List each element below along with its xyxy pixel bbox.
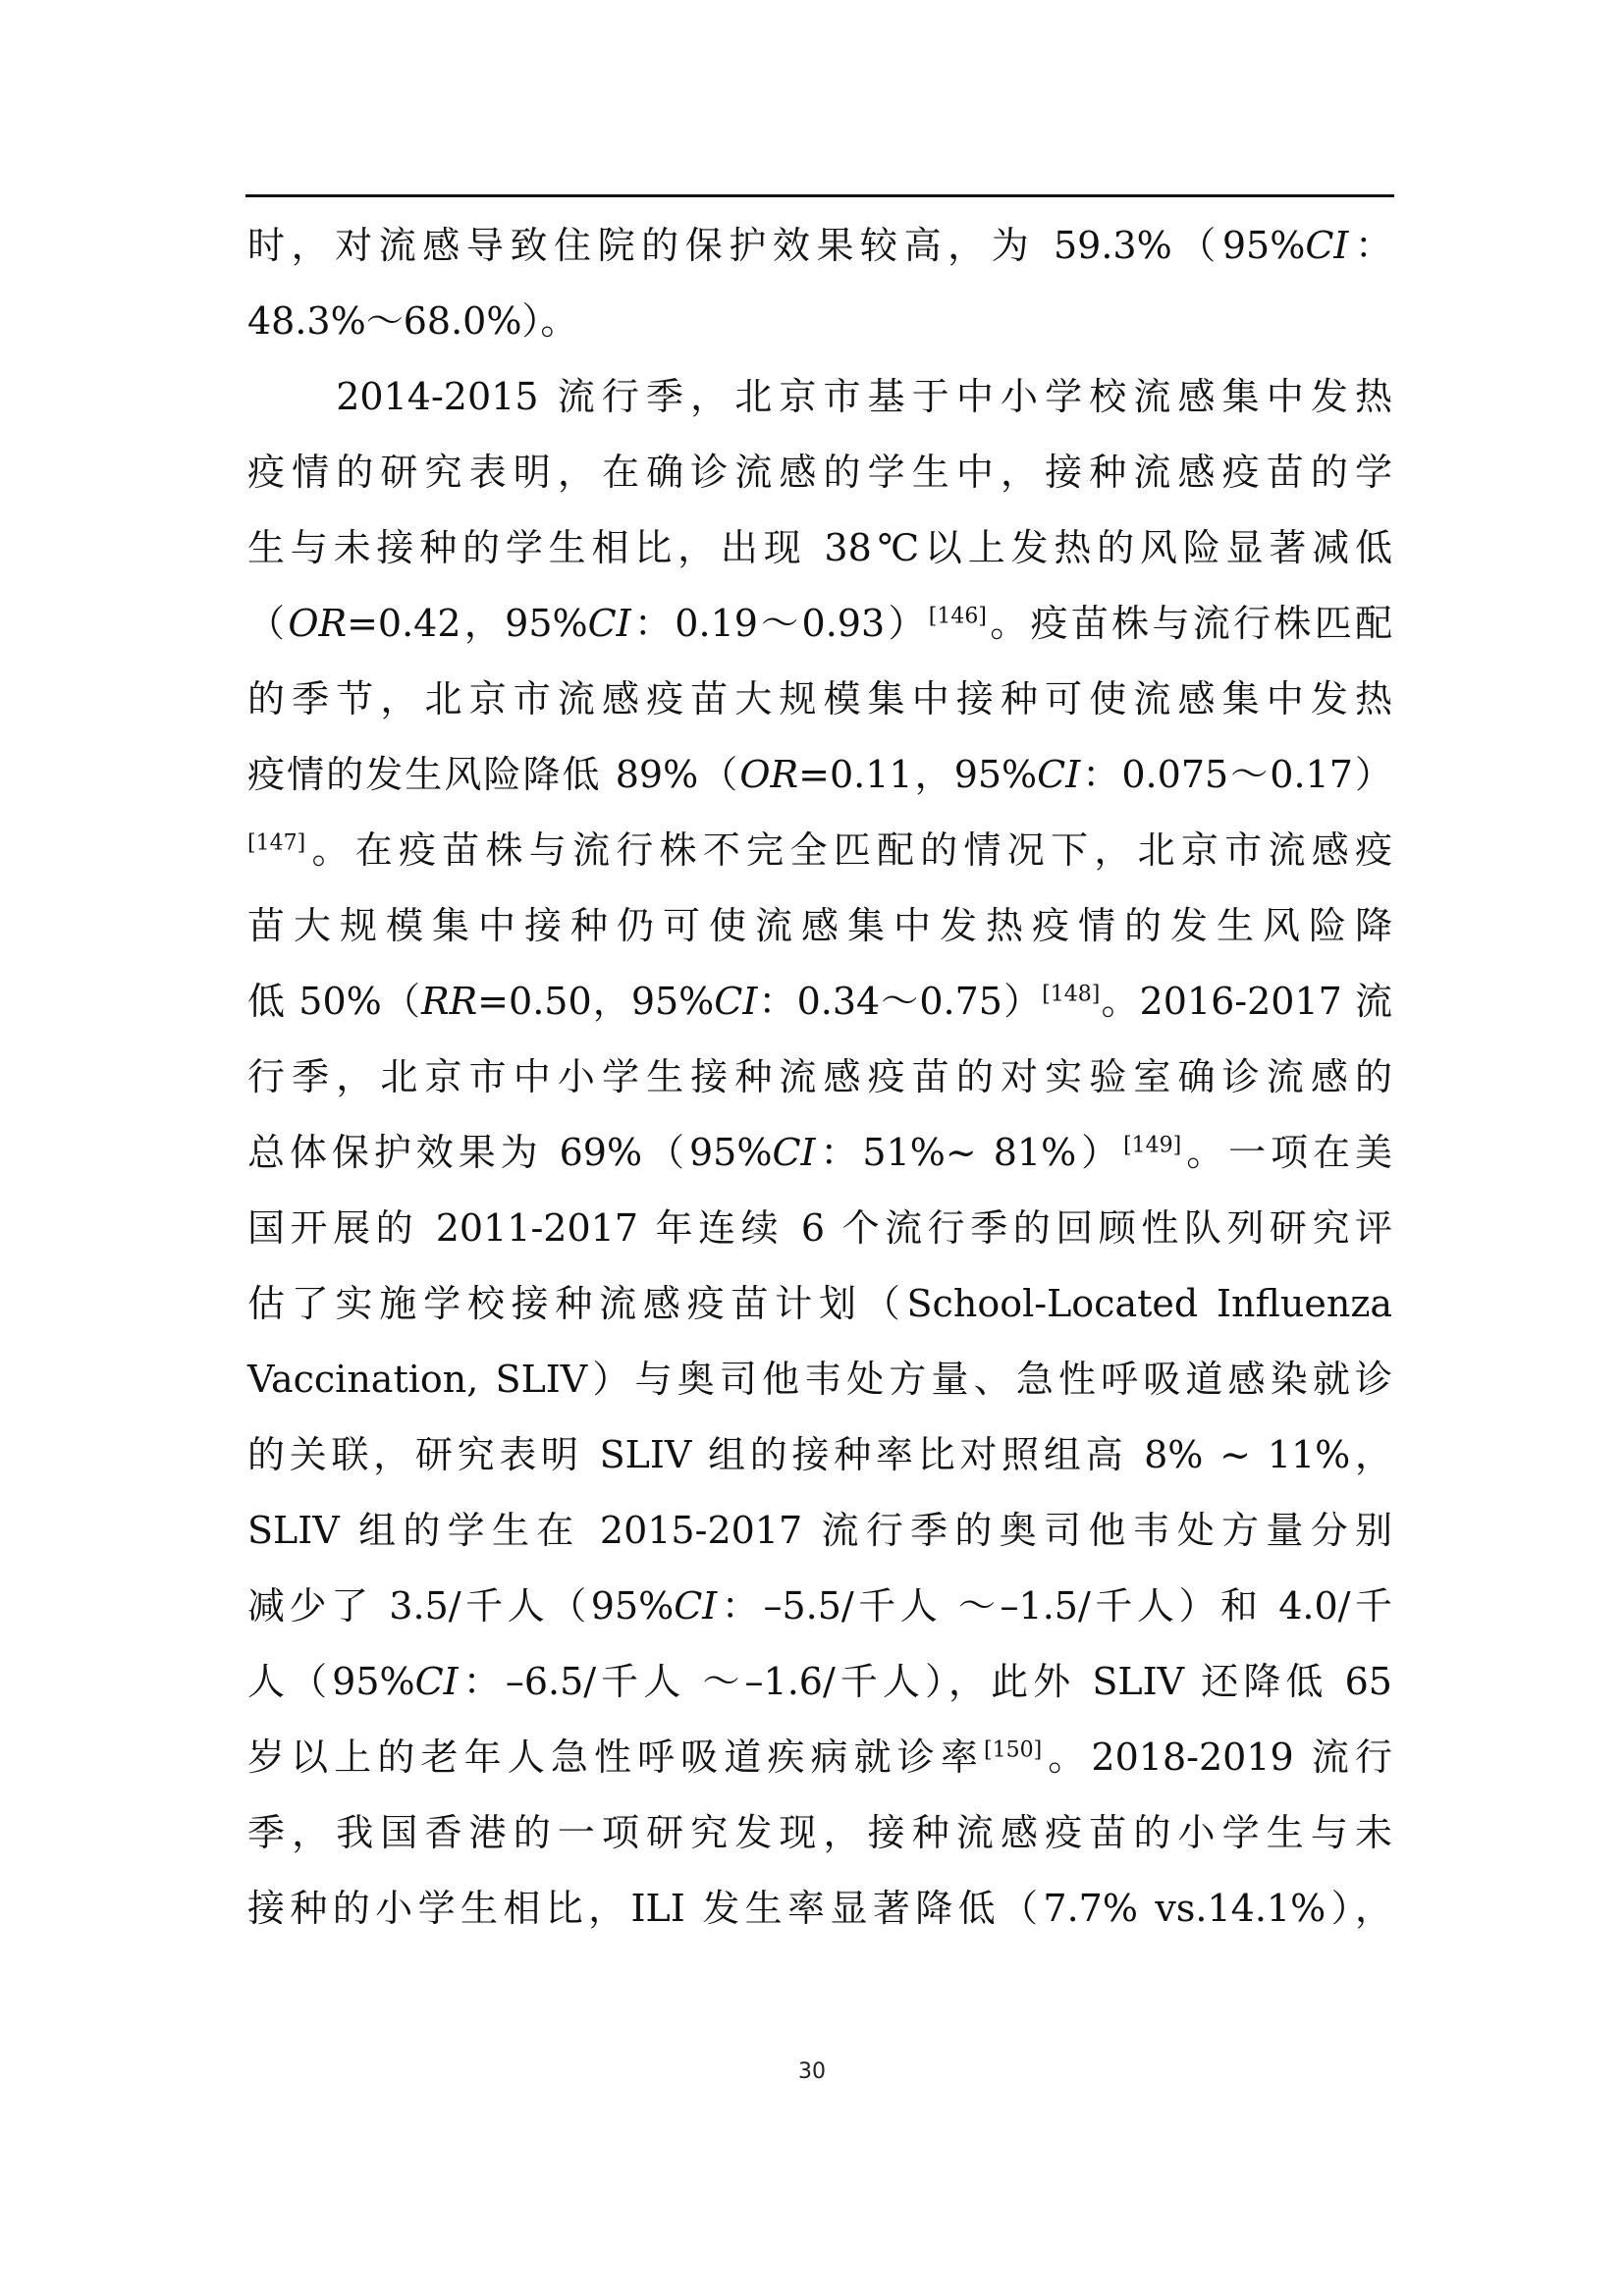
- text-line: [147]。在疫苗株与流行株不完全匹配的情况下，北京市流感疫: [247, 828, 1392, 872]
- text-line: 的季节，北京市流感疫苗大规模集中接种可使流感集中发热: [247, 677, 1392, 721]
- text-line: 人（95%CI：–6.5/千人 ～–1.6/千人），此外 SLIV 还降低 65: [247, 1660, 1392, 1703]
- text-line: Vaccination, SLIV）与奥司他韦处方量、急性呼吸道感染就诊: [247, 1358, 1392, 1401]
- text-line: 的关联，研究表明 SLIV 组的接种率比对照组高 8% ~ 11%，: [247, 1433, 1392, 1476]
- text-line: 国开展的 2011-2017 年连续 6 个流行季的回顾性队列研究评: [247, 1206, 1392, 1250]
- header-rule: [245, 194, 1394, 197]
- text-line: 时，对流感导致住院的保护效果较高，为 59.3%（95%CI：: [247, 224, 1392, 267]
- text-line: （OR=0.42，95%CI：0.19～0.93）[146]。疫苗株与流行株匹配: [247, 602, 1392, 645]
- text-line: 季，我国香港的一项研究发现，接种流感疫苗的小学生与未: [247, 1811, 1392, 1854]
- text-line: 疫情的发生风险降低 89%（OR=0.11，95%CI：0.075～0.17）: [247, 753, 1392, 796]
- text-line: 低 50%（RR=0.50，95%CI：0.34～0.75）[148]。2016-2017 流: [247, 980, 1392, 1023]
- text-line: 生与未接种的学生相比，出现 38℃以上发热的风险显著减低: [247, 526, 1392, 569]
- text-line: 岁以上的老年人急性呼吸道疾病就诊率[150]。2018-2019 流行: [247, 1735, 1392, 1779]
- text-line: 2014-2015 流行季，北京市基于中小学校流感集中发热: [247, 375, 1392, 418]
- text-line: SLIV 组的学生在 2015-2017 流行季的奥司他韦处方量分别: [247, 1509, 1392, 1552]
- text-line: 疫情的研究表明，在确诊流感的学生中，接种流感疫苗的学: [247, 451, 1392, 494]
- text-line: 接种的小学生相比，ILI 发生率显著降低（7.7% vs.14.1%），: [247, 1887, 1392, 1930]
- text-line: 苗大规模集中接种仍可使流感集中发热疫情的发生风险降: [247, 904, 1392, 947]
- text-line: 减少了 3.5/千人（95%CI：–5.5/千人 ～–1.5/千人）和 4.0/千: [247, 1584, 1392, 1628]
- text-line: 48.3%～68.0%）。: [247, 299, 578, 343]
- text-line: 总体保护效果为 69%（95%CI：51%~ 81%）[149]。一项在美: [247, 1131, 1392, 1174]
- text-line: 估了实施学校接种流感疫苗计划（School-Located Influenza: [247, 1282, 1392, 1325]
- text-line: 行季，北京市中小学生接种流感疫苗的对实验室确诊流感的: [247, 1055, 1392, 1098]
- page-number: 30: [798, 2059, 826, 2084]
